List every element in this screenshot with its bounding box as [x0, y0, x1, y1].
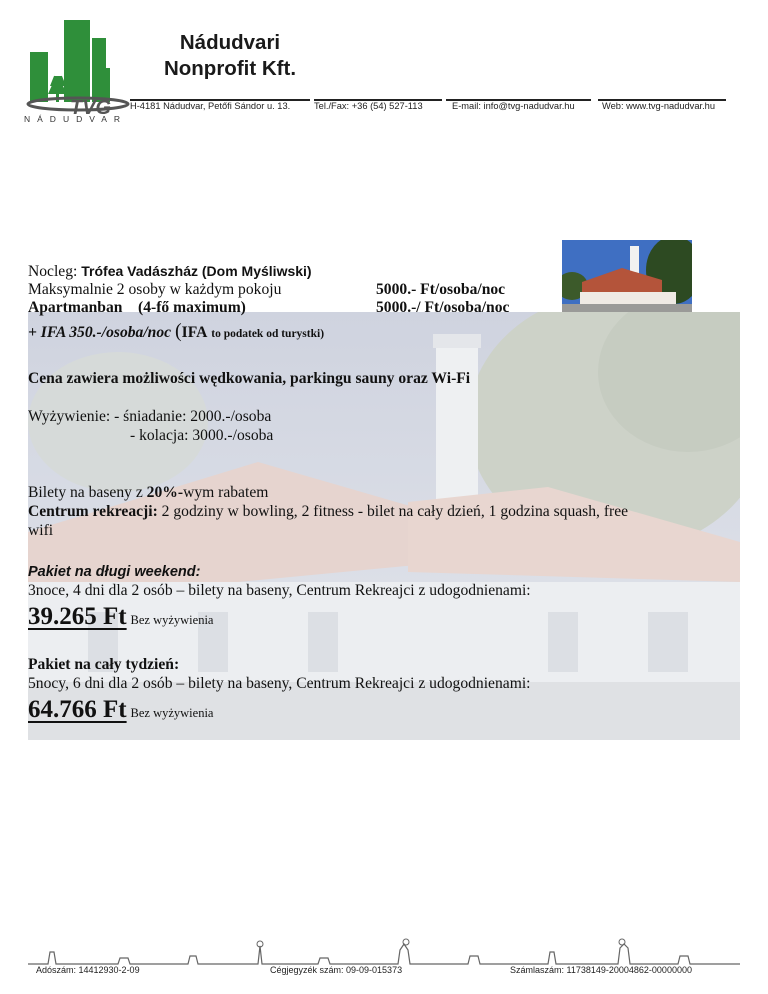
header-address: H-4181 Nádudvar, Petőfi Sándor u. 13. — [130, 101, 291, 111]
footer-tax-number: Adószám: 14412930-2-09 — [36, 965, 140, 975]
company-name — [130, 30, 330, 82]
pool-discount: 20%- — [146, 484, 184, 501]
skyline-icon — [28, 938, 740, 968]
package-weekend-heading: Pakiet na długi weekend: — [28, 564, 201, 580]
recreation-text-cont: wifi — [28, 522, 54, 539]
header-phone: Tel./Fax: +36 (54) 527-113 — [314, 101, 423, 111]
hunting-lodge-photo — [562, 240, 692, 312]
svg-text:TVG: TVG — [70, 97, 112, 119]
package-week-description: 5nocy, 6 dni dla 2 osób – bilety na baseny, Centrum Rekreajci z udogodnienami: — [28, 675, 531, 692]
included-services: Cena zawiera możliwości wędkowania, parkingu sauny oraz Wi-Fi — [28, 370, 471, 387]
company-name-line1: Nádudvari — [179, 31, 281, 54]
room-price: 5000.- Ft/osoba/noc — [376, 281, 506, 298]
header-web: Web: www.tvg-nadudvar.hu — [602, 101, 716, 111]
company-logo — [26, 14, 130, 124]
room-capacity-line: Maksymalnie 2 osoby w każdym pokoju — [28, 281, 282, 298]
tourist-tax: + IFA 350.-/osoba/noc — [28, 324, 172, 341]
tourist-tax-abbr: IFA — [181, 324, 208, 341]
package-weekend-price: 39.265 Ft — [28, 603, 127, 630]
footer-registry-number: Cégjegyzék szám: 09-09-015373 — [270, 965, 403, 975]
pool-tickets-line — [28, 484, 268, 502]
meals-dinner: - kolacja: 3000.-/osoba — [130, 427, 274, 444]
apartment-price: 5000.-/ Ft/osoba/noc — [376, 299, 510, 316]
lodge-name: Trófea Vadászház (Dom Myśliwski) — [81, 263, 312, 279]
pool-tickets-text: Bilety na baseny z — [28, 484, 143, 501]
accommodation-label: Nocleg: — [28, 263, 78, 280]
company-name-line2: Nonprofit Kft. — [163, 57, 297, 80]
recreation-line — [28, 503, 628, 521]
footer-account-number: Számlaszám: 11738149-20004862-00000000 — [510, 965, 692, 975]
recreation-text: 2 godziny w bowling, 2 fitness - bilet na cały dzień, 1 godzina squash, free — [161, 503, 629, 520]
skyline-decoration — [28, 938, 740, 968]
pool-tickets-suffix: wym rabatem — [183, 484, 269, 501]
package-week-price: 64.766 Ft — [28, 696, 127, 723]
package-week-note: Bez wyżywienia — [130, 706, 214, 720]
apartment-capacity: (4-fő maximum) — [138, 299, 246, 316]
package-week-price-line — [28, 696, 213, 724]
tvg-logo-icon — [26, 14, 130, 124]
tourist-tax-paren: ( — [174, 320, 182, 342]
package-weekend-note: Bez wyżywienia — [130, 613, 214, 627]
apartment-line — [28, 299, 246, 317]
apartment-label: Apartmanban — [28, 299, 123, 316]
package-weekend-description: 3noce, 4 dni dla 2 osób – bilety na baseny, Centrum Rekreajci z udogodnienami: — [28, 582, 531, 599]
header-email: E-mail: info@tvg-nadudvar.hu — [452, 101, 575, 111]
accommodation-line — [28, 262, 312, 281]
meals-breakfast: Wyżywienie: - śniadanie: 2000.-/osoba — [28, 408, 272, 425]
tourist-tax-line — [28, 322, 324, 343]
package-week-heading: Pakiet na cały tydzień: — [28, 656, 180, 673]
recreation-label: Centrum rekreacji: — [28, 503, 158, 520]
tourist-tax-note: to podatek od turystki) — [211, 328, 325, 340]
logo-subtext: NÁDUDVAR — [24, 114, 128, 124]
package-weekend-price-line — [28, 603, 213, 631]
